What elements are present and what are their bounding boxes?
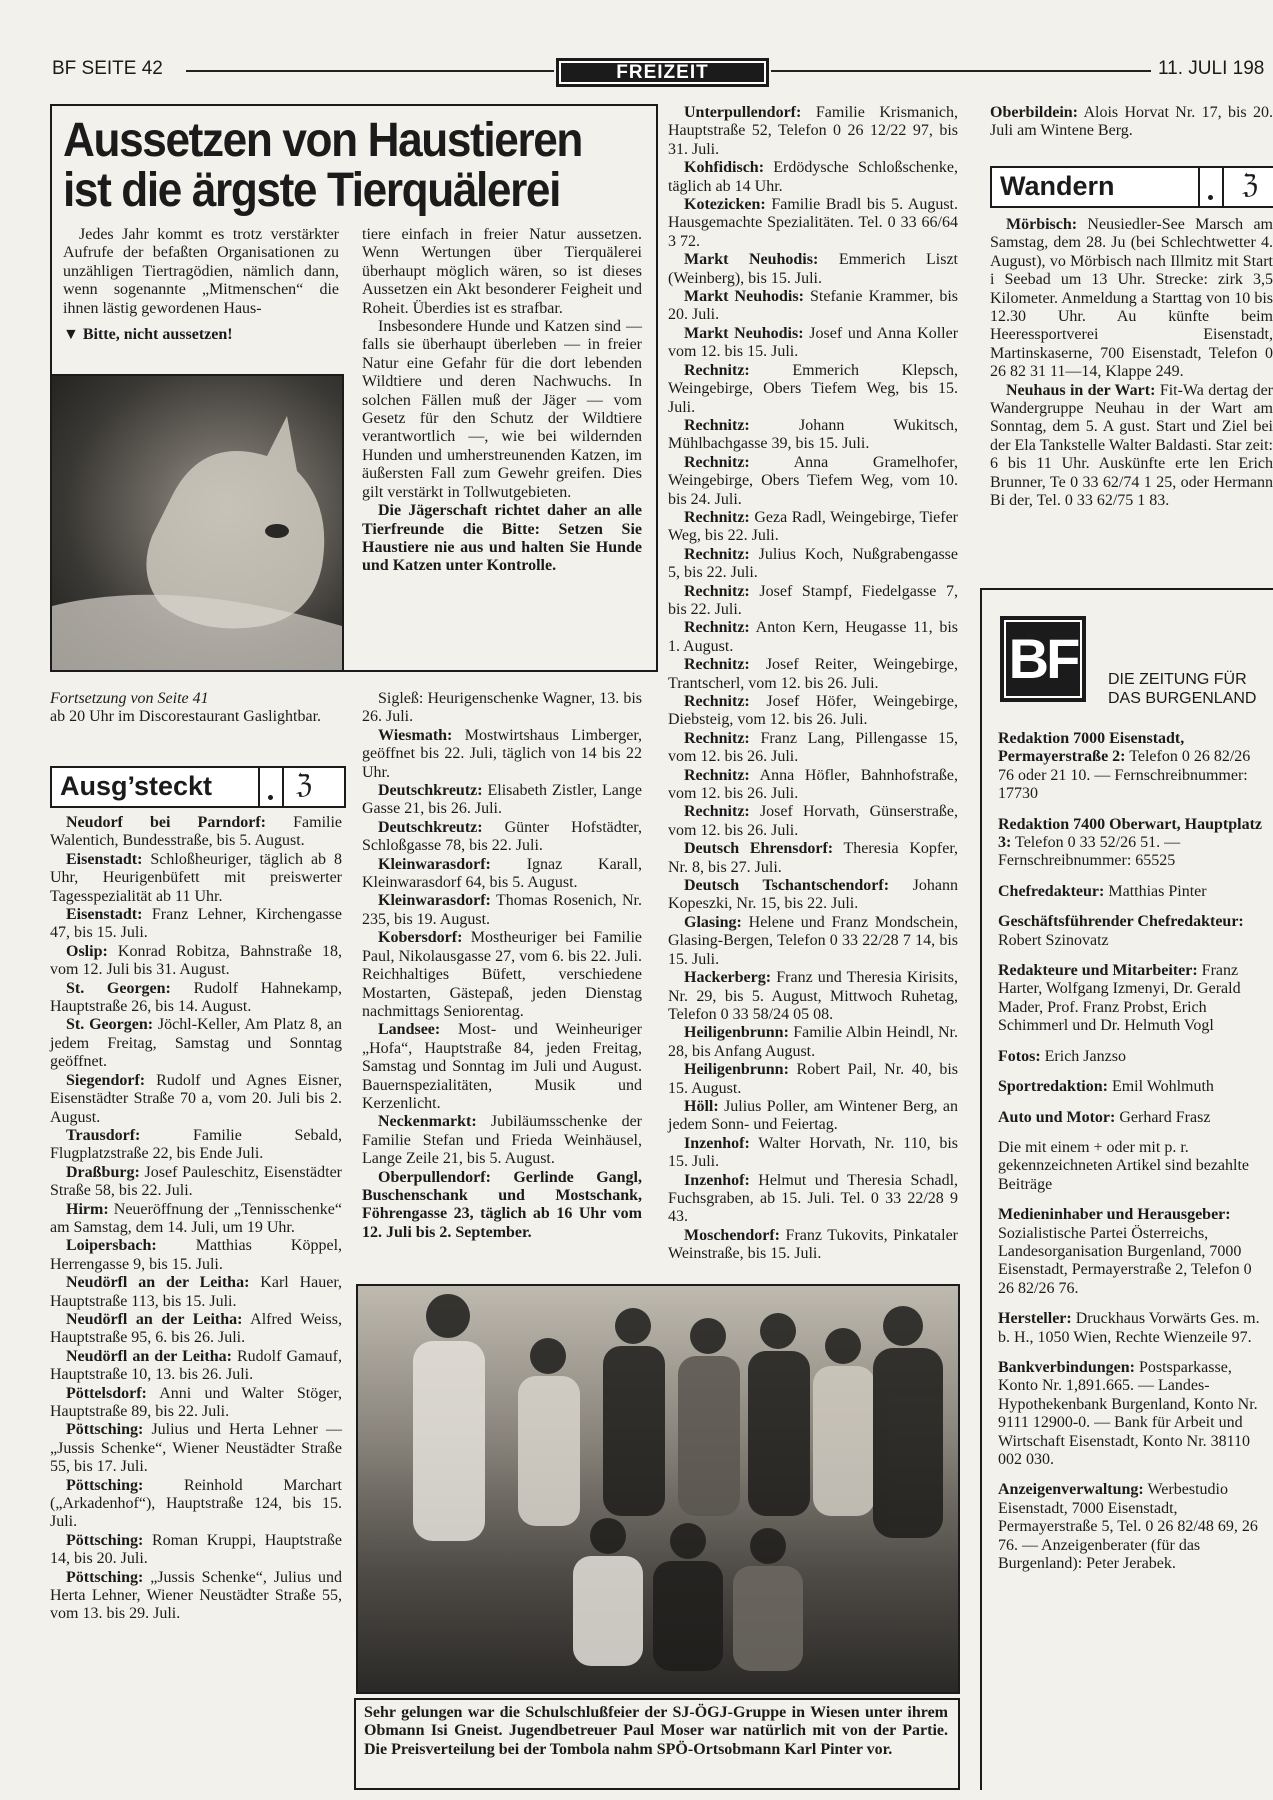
listing-entry: [50, 1311, 342, 1348]
listing-entry: [362, 819, 642, 856]
listing-text: Most- und Weinheuriger „Hofa“, Hauptstraße 84, jeden Freitag, Samstag und Sonntag im Juli und August. Bauernspezialitäten, Musik und Kerzenlicht.: [362, 1021, 642, 1112]
listing-entry: [50, 1201, 342, 1238]
listing-place: Markt Neuhodis:: [684, 324, 804, 342]
tagline-line-2: DAS BURGENLAND: [1108, 690, 1257, 707]
listing-text: Mostheuriger bei Familie Paul, Nikolausgasse 27, vom 6. bis 22. Juli. Reichhaltiges Büfett, verschiedene Mostarten, Gästepaß, jeden Dienstag nachmittags Seniorentag.: [362, 929, 642, 1020]
ausgsteckt-heading-label: Ausg’steckt: [60, 771, 213, 801]
listing-text: Erich Janzso: [1044, 1047, 1126, 1065]
listing-place: Rechnitz:: [684, 453, 750, 471]
listing-place: Neckenmarkt:: [378, 1113, 477, 1131]
listing-entry: [668, 877, 958, 914]
listing-place: Heiligenbrunn:: [684, 1024, 789, 1042]
ausgsteckt-heading: [50, 766, 346, 808]
listing-text: Familie Walentich, Bundesstraße, bis 5. August.: [50, 814, 343, 850]
listing-text: Josef Stampf, Fiedelgasse 7, bis 22. Juli.: [668, 582, 959, 618]
listing-place: Auto und Motor:: [998, 1108, 1116, 1126]
listing-place: Bankverbindungen:: [998, 1358, 1135, 1376]
listing-entry: [668, 159, 958, 196]
listing-text: Familie Bradl bis 5. August. Hausgemachte Spezialitäten. Tel. 0 33 66/64 3 72.: [668, 196, 958, 250]
listing-text: Die mit einem + oder mit p. r. gekennzeichneten Artikel sind bezahlte Beiträge: [998, 1138, 1250, 1193]
listing-text: Sozialistische Partei Österreichs, Landesorganisation Burgenland, 7000 Eisenstadt, Permayerstraße 2, Telefon 0 26 82/26 76.: [998, 1224, 1252, 1297]
listing-text: Rudolf Gamauf, Hauptstraße 10, 13. bis 26. Juli.: [50, 1347, 343, 1384]
photo-caption: Sehr gelungen war die Schulschlußfeier der SJ-ÖGJ-Gruppe in Wiesen unter ihrem Obmann Isi Gneist. Jugendbetreuer Paul Moser war natürlich mit von der Partie. Die Preisverteilung bei der Tombola nahm SPÖ-Ortsobmann Karl Pinter vor.: [364, 1704, 948, 1758]
listing-text: Emil Wohlmuth: [1111, 1078, 1214, 1096]
listing-text: Elisabeth Zistler, Lange Gasse 21, bis 26. Juli.: [362, 782, 643, 818]
group-photo: [356, 1284, 960, 1694]
listing-place: Deutschkreutz:: [378, 818, 483, 836]
listing-text: Helene und Franz Mondschein, Glasing-Bergen, Telefon 0 33 22/28 7 14, bis 15. Juli.: [668, 913, 958, 968]
listing-entry: [50, 906, 342, 943]
listing-text: Anton Kern, Heugasse 11, bis 1. August.: [668, 619, 959, 655]
listing-text: Julius Poller, am Wintener Berg, an jedem Sonn- und Feiertag.: [668, 1097, 958, 1134]
listing-text: Franz Lehner, Kirchengasse 47, bis 15. Juli.: [50, 906, 342, 942]
listing-text: Robert Pail, Nr. 40, bis 15. August.: [668, 1061, 959, 1097]
listing-entry: [362, 856, 642, 893]
listing-text: Neueröffnung der „Tennisschenke“ am Samstag, dem 14. Juli, um 19 Uhr.: [50, 1200, 343, 1236]
listing-text: Familie Krismanich, Hauptstraße 52, Telefon 0 26 12/22 97, bis 31. Juli.: [668, 104, 959, 158]
listing-text: Josef Pauleschitz, Eisenstädter Straße 58, bis 22. Juli.: [50, 1163, 343, 1200]
listing-place: Draßburg:: [66, 1163, 140, 1181]
listing-place: Rechnitz:: [684, 766, 750, 784]
ausgsteckt-column-1: [50, 814, 342, 1624]
cat-silhouette-icon: [52, 376, 342, 670]
listing-text: Franz und Theresia Kirisits, Nr. 29, bis 5. August, Mittwoch Ruhetag, Telefon 0 33 58/24 05 08.: [668, 969, 959, 1023]
listing-place: Sportredaktion:: [998, 1078, 1108, 1096]
tagline-line-1: DIE ZEITUNG FÜR: [1108, 671, 1247, 688]
listing-text: Geza Radl, Weingebirge, Tiefer Weg, bis 22. Juli.: [668, 508, 958, 545]
listing-entry: [50, 1072, 342, 1127]
listing-entry: [50, 1385, 342, 1422]
listing-place: Heiligenbrunn:: [684, 1061, 789, 1079]
listing-entry: [998, 730, 1266, 804]
listing-place: Neudorf bei Parndorf:: [66, 814, 266, 831]
listing-place: Pöttsching:: [66, 1476, 144, 1494]
listing-text: Sigleß: Heurigenschenke Wagner, 13. bis 26. Juli.: [362, 690, 642, 726]
issue-date: 11. JULI 198: [1158, 58, 1265, 79]
listing-text: Josef und Anna Koller vom 12. bis 15. Juli.: [668, 324, 959, 361]
listing-text: Telefon 0 33 52/26 51. — Fernschreibnummer: 65525: [998, 834, 1181, 870]
listing-text: Karl Hauer, Hauptstraße 113, bis 15. Juli.: [50, 1274, 343, 1310]
listing-entry: [668, 509, 958, 546]
listing-text: Schloßheuriger, täglich ab 8 Uhr, Heurigenbüfett mit preiswerter Tagesspezialität ab 11 Uhr.: [50, 850, 343, 905]
listing-text: Alfred Weiss, Hauptstraße 95, 6. bis 26. Juli.: [50, 1310, 342, 1347]
listing-entry: [362, 782, 642, 819]
listing-entry: [50, 1237, 342, 1274]
page-number: BF SEITE 42: [52, 58, 163, 79]
listing-entry: [668, 1098, 958, 1135]
listing-place: Hackerberg:: [684, 969, 772, 987]
listing-text: Emmerich Liszt (Weinberg), bis 15. Juli.: [668, 251, 959, 287]
listing-place: Kleinwarasdorf:: [378, 892, 491, 910]
listing-entry: [668, 454, 958, 509]
listing-text: Neusiedler-See Marsch am Samstag, dem 28. Ju (bei Schlechtwetter 4. August), vo Mörbisch nach Illmitz mit Start i Seebad um 13 Uhr. Strecke: zirk 3,5 Kilometer. Anmeldung a Starttag von 10 bis 12.30 Uhr. Au künfte beim Heeressportverei Eisenstadt, Martinskaserne, 700 Eisenstadt, Telefon 0 26 82 31 11—14, Klappe 249.: [990, 216, 1273, 381]
listing-place: Höll:: [684, 1097, 719, 1115]
listing-text: Franz Harter, Wolfgang Izmenyi, Dr. Gerald Mader, Prof. Franz Probst, Erich Schimmerl und Dr. Helmuth Vogl: [998, 962, 1241, 1035]
listing-place: Moschendorf:: [684, 1226, 780, 1244]
listing-entry: [362, 1169, 642, 1243]
listing-text: Gerhard Frasz: [1119, 1108, 1211, 1126]
listing-entry: [668, 546, 958, 583]
listing-place: Landsee:: [378, 1021, 441, 1039]
listing-entry: [668, 417, 958, 454]
listing-place: Chefredakteur:: [998, 882, 1105, 900]
listing-entry: [668, 693, 958, 730]
listing-entry: [362, 1113, 642, 1168]
header-rule-right: [771, 70, 1151, 72]
listing-entry: [668, 803, 958, 840]
listing-place: Wiesmath:: [378, 726, 453, 744]
listing-text: Ignaz Karall, Kleinwarasdorf 64, bis 5. August.: [362, 855, 642, 892]
listing-entry: [668, 583, 958, 620]
listing-entry: [668, 656, 958, 693]
heading-dot-icon: [1198, 168, 1224, 206]
bf-logo: BF: [1000, 616, 1086, 702]
listing-text: Josef Reiter, Weingebirge, Trantscherl, vom 12. bis 26. Juli.: [668, 656, 958, 692]
listing-entry: [668, 362, 958, 417]
listing-place: Neuhaus in der Wart:: [1006, 381, 1156, 399]
listing-place: Eisenstadt:: [66, 850, 143, 868]
listing-entry: [668, 969, 958, 1024]
tagline: [1108, 670, 1256, 708]
listing-entry: [668, 840, 958, 877]
wandern-column: [990, 216, 1273, 511]
listing-place: Loipersbach:: [66, 1237, 157, 1255]
listing-entry: [362, 1021, 642, 1113]
listing-entry: [998, 1310, 1266, 1347]
listing-entry: [668, 1135, 958, 1172]
listing-text: Julius Koch, Nußgrabengasse 5, bis 22. Juli.: [668, 545, 958, 582]
lead-intro-text: Jedes Jahr kommt es trotz verstärkter Aufrufe der befaßten Organisationen zu unzähligen Tiertragödien, nämlich dann, wenn sogenannte „Mitmenschen“ die ihnen lästig gewordenen Haus-: [63, 226, 339, 317]
listing-entry: [50, 980, 342, 1017]
listing-place: Rechnitz:: [684, 656, 750, 674]
listing-entry: [998, 913, 1266, 950]
listing-entry: [668, 1172, 958, 1227]
listing-text: Postsparkasse, Konto Nr. 1,891.665. — Landes-Hypothekenbank Burgenland, Konto Nr. 9111 12900-0. — Bank für Arbeit und Wirtschaft Eisenstadt, Konto Nr. 38110 002 030.: [998, 1358, 1258, 1468]
listing-entry: [998, 883, 1266, 901]
listing-entry: [668, 767, 958, 804]
lead-body: [362, 226, 642, 576]
listing-text: Julius und Herta Lehner — „Jussis Schenke“, Wiener Neustädter Straße 55, bis 17. Juli.: [50, 1421, 343, 1476]
listing-place: Deutsch Ehrensdorf:: [684, 840, 834, 858]
listing-entry: [998, 1048, 1266, 1066]
impressum-column: [998, 730, 1266, 1585]
listing-place: Inzenhof:: [684, 1134, 750, 1152]
hiker-sketch-icon: ℨ: [1242, 170, 1259, 200]
listing-place: Redakteure und Mitarbeiter:: [998, 962, 1198, 980]
listing-entry: [50, 1532, 342, 1569]
entry-place: Oberbildein:: [990, 104, 1079, 121]
listing-entry: [998, 1139, 1266, 1194]
glass-sketch-icon: ℨ: [296, 770, 313, 800]
listing-entry: [668, 730, 958, 767]
listing-place: Inzenhof:: [684, 1171, 750, 1189]
listing-entry: [362, 727, 642, 782]
listing-entry: [668, 325, 958, 362]
listing-entry: [50, 1164, 342, 1201]
listing-text: Gerlinde Gangl, Buschenschank und Mostschank, Föhrengasse 23, täglich ab 16 Uhr vom 12. Juli bis 2. September.: [362, 1168, 642, 1241]
listing-place: Neudörfl an der Leitha:: [66, 1274, 250, 1292]
section-rubric: FREIZEIT: [556, 58, 769, 87]
listing-place: Unterpullendorf:: [684, 104, 802, 121]
listing-text: Telefon 0 26 82/26 76 oder 21 10. — Fernschreibnummer: 17730: [998, 748, 1251, 803]
listing-text: Johann Kopeszki, Nr. 15, bis 22. Juli.: [668, 877, 958, 913]
listing-entry: [50, 1477, 342, 1532]
listing-place: Hirm:: [66, 1200, 109, 1218]
listing-entry: [998, 1078, 1266, 1096]
listing-entry: [50, 1016, 342, 1071]
listing-place: Deutsch Tschantschendorf:: [684, 877, 890, 895]
listing-place: Redaktion 7000 Eisenstadt, Permayerstraße 2:: [998, 730, 1185, 766]
listing-place: Deutschkreutz:: [378, 782, 483, 800]
continuation: [50, 690, 342, 727]
listing-text: Matthias Köppel, Herrengasse 9, bis 15. Juli.: [50, 1237, 343, 1273]
listing-place: Hersteller:: [998, 1310, 1072, 1328]
listing-place: Rechnitz:: [684, 693, 750, 710]
listing-place: Neudörfl an der Leitha:: [66, 1347, 232, 1365]
listing-entry: [668, 288, 958, 325]
listing-text: Familie Sebald, Flugplatzstraße 22, bis Ende Juli.: [50, 1126, 342, 1163]
listing-place: St. Georgen:: [66, 979, 171, 997]
listing-place: Pöttsching:: [66, 1421, 144, 1439]
listing-entry: [668, 1227, 958, 1264]
listing-text: Stefanie Krammer, bis 20. Juli.: [668, 288, 959, 324]
entry-text: Alois Horvat Nr. 17, bis 20. Juli am Wintene Berg.: [990, 104, 1273, 140]
listing-text: Robert Szinovatz: [998, 931, 1109, 949]
listing-entry: [998, 816, 1266, 871]
listing-entry: [668, 196, 958, 251]
listing-text: Matthias Pinter: [1108, 882, 1207, 900]
listing-text: Anni und Walter Stöger, Hauptstraße 89, bis 22. Juli.: [50, 1384, 342, 1420]
listing-entry: [668, 104, 958, 159]
listing-text: Emmerich Klepsch, Weingebirge, Obers Tiefem Weg, bis 15. Juli.: [668, 361, 958, 416]
header-rule-left: [186, 70, 554, 72]
lead-body-2: Insbesondere Hunde und Katzen sind — falls sie überhaupt überleben — in freier Natur eine Gefahr für die dort lebenden Wildtiere und deren Nachwuchs. In solchen Fällen muß der Jäger — vom Gesetz für den Schutz der Wildtiere verantwortlich —, wie bei wildernden Hunden und umherstreunenden Katzen, im äußersten Fall zum Gewehr greifen. Dies gilt verstärkt in Tollwutgebieten.: [362, 318, 642, 501]
listing-entry: [668, 914, 958, 969]
listing-entry: [50, 1127, 342, 1164]
listing-entry: [998, 962, 1266, 1036]
listing-text: Rudolf und Agnes Eisner, Eisenstädter Straße 70 a, vom 20. Juli bis 2. August.: [50, 1071, 343, 1126]
ausgsteckt-column-2: [362, 690, 642, 1242]
listing-place: Trausdorf:: [66, 1126, 141, 1144]
listing-place: Rechnitz:: [684, 729, 750, 747]
listing-place: Siegendorf:: [66, 1071, 146, 1089]
listing-place: Neudörfl an der Leitha:: [66, 1310, 243, 1328]
listing-text: Josef Höfer, Weingebirge, Diebsteig, vom 12. bis 26. Juli.: [668, 693, 958, 729]
listing-place: Glasing:: [684, 913, 742, 931]
wandern-heading-label: Wandern: [1000, 171, 1115, 201]
listing-text: Thomas Rosenich, Nr. 235, bis 19. August.: [362, 892, 642, 928]
listing-place: Rechnitz:: [684, 416, 750, 434]
oberbildein-entry: [990, 104, 1273, 141]
listing-place: Geschäftsführender Chefredakteur:: [998, 913, 1244, 931]
listing-text: Anna Gramelhofer, Weingebirge, Obers Tiefem Weg, vom 10. bis 24. Juli.: [668, 453, 958, 508]
listing-text: Johann Wukitsch, Mühlbachgasse 39, bis 15. Juli.: [668, 416, 959, 453]
listing-entry: [990, 216, 1273, 382]
listing-text: Roman Kruppi, Hauptstraße 14, bis 20. Juli.: [50, 1531, 342, 1568]
listing-entry: [668, 1061, 958, 1098]
listing-text: Rudolf Hahnekamp, Hauptstraße 26, bis 14. August.: [50, 979, 343, 1016]
listing-entry: [50, 1569, 342, 1624]
listing-entry: [50, 814, 342, 851]
listing-text: Jöchl-Keller, Am Platz 8, an jedem Freitag, Samstag und Sonntag geöffnet.: [50, 1016, 342, 1071]
listing-place: Markt Neuhodis:: [684, 251, 819, 269]
listing-text: Konrad Robitza, Bahnstraße 18, vom 12. Juli bis 31. August.: [50, 942, 342, 979]
listing-place: Rechnitz:: [684, 582, 750, 600]
listing-entry: [668, 619, 958, 656]
listing-text: Anna Höfler, Bahnhofstraße, vom 12. bis 26. Juli.: [668, 766, 958, 803]
listing-entry: [668, 251, 958, 288]
heading-dot-icon: [258, 768, 284, 806]
listing-place: Kohfidisch:: [684, 159, 765, 177]
listing-place: Fotos:: [998, 1047, 1041, 1065]
listing-place: Kobersdorf:: [378, 929, 463, 947]
listing-text: Erdödysche Schloßschenke, täglich ab 14 Uhr.: [668, 159, 958, 195]
photo-caption-cat: ▼ Bitte, nicht aussetzen!: [63, 326, 233, 344]
listing-place: Medieninhaber und Herausgeber:: [998, 1206, 1231, 1224]
lead-body-3: Die Jägerschaft richtet daher an alle Tierfreunde die Bitte: Setzen Sie Haustiere nie aus und halten Sie Hunde und Katzen unter Kontrolle.: [362, 502, 642, 575]
listing-entry: [668, 1024, 958, 1061]
listing-entry: [362, 929, 642, 1021]
listing-entry: [990, 382, 1273, 511]
listing-entry: [998, 1359, 1266, 1469]
listing-text: Helmut und Theresia Schadl, Fuchsgraben, ab 15. Juli. Tel. 0 33 22/28 9 43.: [668, 1171, 959, 1226]
cat-photo: [50, 374, 344, 672]
listing-text: Jubiläumsschenke der Familie Stefan und Frieda Weinhäusel, Lange Zeile 21, bis 5. August.: [362, 1113, 642, 1168]
headline-line-2: ist die ärgste Tierquälerei: [63, 164, 560, 217]
lead-body-1: tiere einfach in freier Natur aussetzen. Wenn Wertungen über Tierquälerei überhaupt möglich wären, so ist dieses Aussetzen ein Akt besonderer Feigheit und Roheit. Überdies ist es strafbar.: [362, 226, 642, 317]
listing-place: Anzeigenverwaltung:: [998, 1481, 1144, 1499]
listing-place: St. Georgen:: [66, 1016, 154, 1034]
listing-place: Pöttelsdorf:: [66, 1384, 147, 1402]
listing-text: Reinhold Marchart („Arkadenhof“), Hauptstraße 124, bis 15. Juli.: [50, 1476, 342, 1531]
listing-place: Rechnitz:: [684, 545, 750, 563]
listing-entry: [50, 851, 342, 906]
listing-entry: [50, 943, 342, 980]
listing-entry: [998, 1481, 1266, 1573]
listing-place: Oberpullendorf:: [378, 1168, 491, 1186]
listing-text: Fit-Wa dertag der Wandergruppe Neuhau in der Wart am Sonntag, dem 5. A gust. Start und Ziel bei der Ela Tankstelle Walter Baldasti. Star zeit: 6 bis 11 Uhr. Auskünfte erte len Erich Brunner, Te 0 33 62/74 1 25, oder Hermann Bi der, Tel. 0 33 62/75 1 83.: [990, 381, 1273, 510]
listing-place: Kotezicken:: [684, 196, 766, 214]
listing-entry: [50, 1421, 342, 1476]
listing-text: Druckhaus Vorwärts Ges. m. b. H., 1050 Wien, Rechte Wienzeile 97.: [998, 1310, 1260, 1346]
listing-place: Mörbisch:: [1006, 216, 1078, 233]
continuation-text: ab 20 Uhr im Discorestaurant Gaslightbar.: [50, 708, 322, 726]
listing-place: Pöttsching:: [66, 1568, 144, 1586]
listing-text: Familie Albin Heindl, Nr. 28, bis Anfang August.: [668, 1024, 958, 1060]
listing-place: Eisenstadt:: [66, 906, 143, 924]
headline-line-1: Aussetzen von Haustieren: [63, 114, 583, 167]
listing-entry: [998, 1206, 1266, 1298]
ausgsteckt-column-3: [668, 104, 958, 1264]
listing-place: Pöttsching:: [66, 1531, 144, 1549]
listing-entry: [50, 1348, 342, 1385]
continuation-label: Fortsetzung von Seite 41: [50, 690, 209, 707]
listing-text: Günter Hofstädter, Schloßgasse 78, bis 22. Juli.: [362, 818, 642, 855]
listing-text: Franz Lang, Pillengasse 15, vom 12. bis 26. Juli.: [668, 729, 958, 766]
listing-place: Rechnitz:: [684, 361, 750, 379]
listing-place: Redaktion 7400 Oberwart, Hauptplatz 3:: [998, 815, 1262, 852]
listing-text: Werbestudio Eisenstadt, 7000 Eisenstadt, Permayerstraße 5, Tel. 0 26 82/48 69, 26 76. — Anzeigenberater (für das Burgenland): Peter Jerabek.: [998, 1481, 1258, 1573]
listing-place: Rechnitz:: [684, 508, 750, 526]
listing-place: Rechnitz:: [684, 619, 750, 637]
listing-text: Josef Horvath, Günserstraße, vom 12. bis 26. Juli.: [668, 803, 958, 839]
listing-entry: [998, 1109, 1266, 1127]
listing-text: Walter Horvath, Nr. 110, bis 15. Juli.: [668, 1134, 958, 1171]
listing-entry: [362, 892, 642, 929]
listing-text: Theresia Kopfer, Nr. 8, bis 27. Juli.: [668, 840, 958, 876]
listing-text: Franz Tukovits, Pinkataler Weinstraße, bis 15. Juli.: [668, 1226, 958, 1263]
lead-intro: [63, 226, 339, 344]
listing-text: Mostwirtshaus Limberger, geöffnet bis 22. Juli, täglich von 14 bis 22 Uhr.: [362, 726, 642, 781]
listing-place: Kleinwarasdorf:: [378, 855, 491, 873]
listing-entry: [362, 690, 642, 727]
listing-text: „Jussis Schenke“, Julius und Herta Lehner, Wiener Neustädter Straße 55, vom 13. bis 29. Juli.: [50, 1568, 342, 1623]
group-people-icon: [358, 1286, 958, 1692]
listing-place: Oslip:: [66, 942, 108, 960]
listing-place: Rechnitz:: [684, 803, 750, 821]
listing-entry: [50, 1274, 342, 1311]
listing-place: Markt Neuhodis:: [684, 288, 804, 306]
wandern-heading: [990, 166, 1273, 208]
